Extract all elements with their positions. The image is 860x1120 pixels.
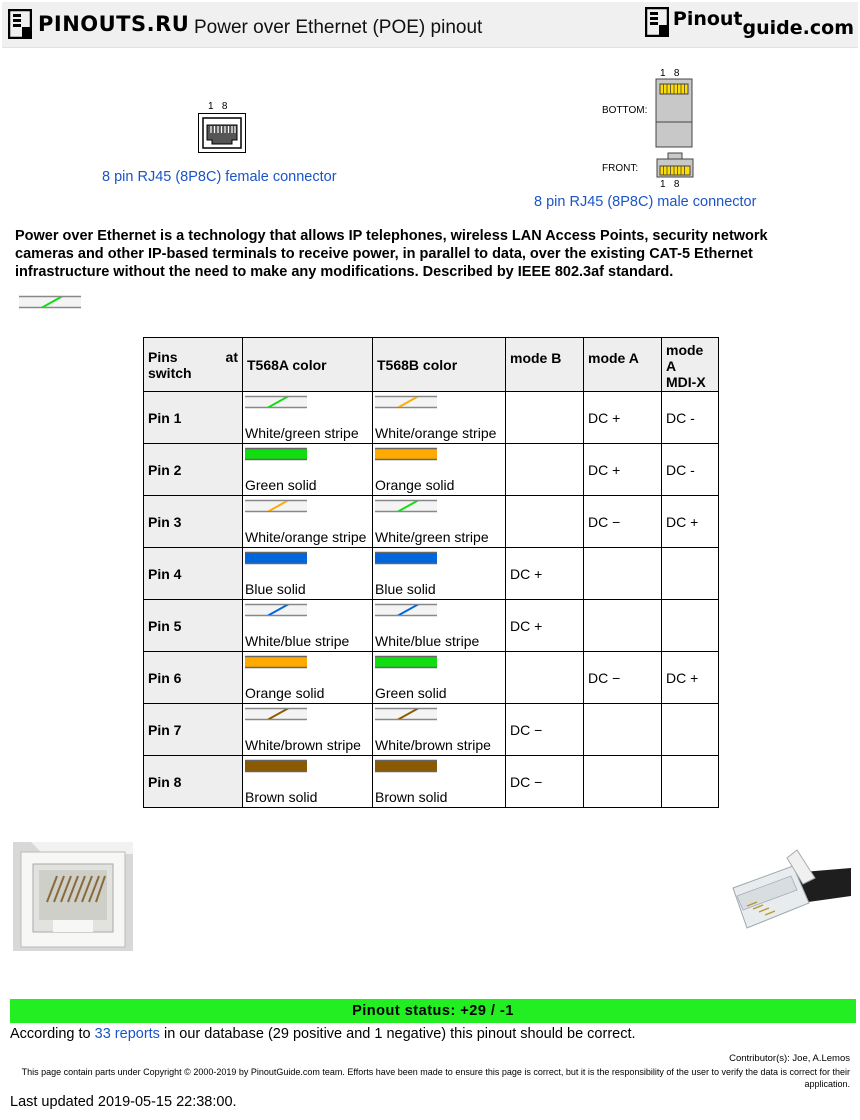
logo-text-pinout: Pinout	[672, 8, 743, 30]
orange-solid-swatch	[245, 655, 307, 669]
header-pins	[144, 338, 243, 392]
green-solid-swatch	[245, 447, 307, 461]
header-t568a: T568A color	[243, 338, 373, 392]
male-connector-link[interactable]: 8 pin RJ45 (8P8C) male connector	[534, 194, 757, 210]
brown-solid-swatch	[375, 759, 437, 773]
t568b-color-cell	[373, 496, 506, 548]
logo-text: PINOUTS.RU	[38, 12, 190, 36]
orange-solid-swatch	[375, 447, 437, 461]
brown-stripe-swatch	[245, 707, 307, 721]
pin-name-cell: Pin 8	[144, 756, 243, 808]
table-row	[144, 548, 719, 600]
reports-link[interactable]: 33 reports	[94, 1026, 160, 1042]
logo-text-guide: guide.com	[742, 17, 854, 39]
mdix-cell	[662, 600, 719, 652]
table-row	[144, 652, 719, 704]
wire-color-label: White/green stripe	[375, 529, 489, 545]
front-label: FRONT:	[602, 163, 639, 174]
header-mode-a: mode A	[584, 338, 662, 392]
table-row	[144, 704, 719, 756]
wire-color-label: White/orange stripe	[245, 529, 367, 545]
male-pin-numbers-bottom: 1 8	[660, 179, 680, 190]
mode-a-cell: DC −	[584, 652, 662, 704]
copyright-notice: This page contain parts under Copyright © 2000-2019 by PinoutGuide.com team. Efforts have been made to ensure this page is correct, but it is the responsibility of the user to verify the data is correct for their application.	[21, 1067, 850, 1089]
t568b-color-cell	[373, 756, 506, 808]
wire-color-label: Green solid	[245, 477, 317, 493]
wire-color-label: White/orange stripe	[375, 425, 497, 441]
wire-color-label: Blue solid	[245, 581, 306, 597]
green-stripe-swatch	[375, 499, 437, 513]
table-row	[144, 444, 719, 496]
wire-color-label: White/brown stripe	[245, 737, 361, 753]
pin-name-cell: Pin 5	[144, 600, 243, 652]
wire-color-label: White/blue stripe	[245, 633, 350, 649]
mode-a-cell: DC −	[584, 496, 662, 548]
wire-color-label: Orange solid	[375, 477, 455, 493]
brown-stripe-swatch	[375, 707, 437, 721]
last-updated: Last updated 2019-05-15 22:38:00.	[10, 1094, 237, 1110]
mode-a-cell	[584, 704, 662, 756]
mode-b-cell: DC +	[506, 600, 584, 652]
mdix-cell	[662, 756, 719, 808]
table-header-row	[144, 338, 719, 392]
connector-logo-icon	[645, 7, 669, 37]
rj45-male-bottom-diagram	[655, 78, 693, 148]
description-text: Power over Ethernet is a technology that allows IP telephones, wireless LAN Access Points, security network cameras and other IP-based terminals to receive power, in parallel to data, over the existing CAT-5 Ethernet infrastructure without the need to make any modifications. Described by IEEE 802.3af standard.	[15, 228, 768, 280]
table-row	[144, 496, 719, 548]
mode-a-cell	[584, 756, 662, 808]
table-row	[144, 756, 719, 808]
table-row	[144, 392, 719, 444]
t568b-color-cell	[373, 444, 506, 496]
site-header	[2, 2, 858, 48]
mode-b-cell: DC −	[506, 704, 584, 756]
wire-color-label: Blue solid	[375, 581, 436, 597]
pinouts-ru-logo[interactable]	[8, 9, 189, 39]
contributors: Contributor(s): Joe, A.Lemos	[729, 1053, 850, 1064]
female-pin-numbers: 1 8	[208, 101, 228, 112]
t568a-color-cell	[243, 652, 373, 704]
mode-b-cell: DC −	[506, 756, 584, 808]
header-t568b: T568B color	[373, 338, 506, 392]
brown-solid-swatch	[245, 759, 307, 773]
header-pins-label: Pins at switch	[148, 348, 238, 381]
blue-stripe-swatch	[245, 603, 307, 617]
header-mode-b: mode B	[506, 338, 584, 392]
blue-stripe-swatch	[375, 603, 437, 617]
t568a-color-cell	[243, 444, 373, 496]
pinout-table	[143, 337, 719, 808]
mdix-cell	[662, 548, 719, 600]
wire-color-label: Brown solid	[245, 789, 318, 805]
pin-name-cell: Pin 1	[144, 392, 243, 444]
pin-name-cell: Pin 2	[144, 444, 243, 496]
mdix-cell: DC +	[662, 496, 719, 548]
rj45-female-diagram	[198, 113, 246, 153]
connector-logo-icon	[8, 9, 32, 39]
reports-line	[10, 1026, 636, 1042]
t568a-color-cell	[243, 548, 373, 600]
rj45-male-front-diagram	[656, 152, 694, 178]
t568a-color-cell	[243, 392, 373, 444]
mode-a-cell: DC +	[584, 392, 662, 444]
reports-prefix: According to	[10, 1026, 91, 1042]
t568b-color-cell	[373, 704, 506, 756]
t568b-color-cell	[373, 652, 506, 704]
rj45-plug-photo	[731, 848, 851, 940]
table-row	[144, 600, 719, 652]
cable-stripe-decoration	[19, 295, 81, 309]
mode-b-cell: DC +	[506, 548, 584, 600]
wire-color-label: Brown solid	[375, 789, 448, 805]
mode-a-cell	[584, 548, 662, 600]
rj45-jack-photo	[13, 842, 133, 951]
t568b-color-cell	[373, 600, 506, 652]
mdix-cell	[662, 704, 719, 756]
wire-color-label: Green solid	[375, 685, 447, 701]
t568a-color-cell	[243, 704, 373, 756]
female-connector-link[interactable]: 8 pin RJ45 (8P8C) female connector	[102, 169, 337, 185]
mdix-cell: DC -	[662, 444, 719, 496]
mode-b-cell	[506, 496, 584, 548]
reports-suffix: in our database (29 positive and 1 negative) this pinout should be correct.	[163, 1026, 636, 1042]
orange-stripe-swatch	[375, 395, 437, 409]
bottom-label: BOTTOM:	[602, 105, 648, 116]
t568a-color-cell	[243, 756, 373, 808]
mode-b-cell	[506, 444, 584, 496]
mode-b-cell	[506, 392, 584, 444]
pin-name-cell: Pin 7	[144, 704, 243, 756]
header-mdix-label: mode A MDI-X	[666, 341, 706, 390]
male-pin-numbers-top: 1 8	[660, 68, 680, 79]
blue-solid-swatch	[375, 551, 437, 565]
wire-color-label: White/brown stripe	[375, 737, 491, 753]
t568a-color-cell	[243, 600, 373, 652]
pinoutguide-logo[interactable]	[645, 7, 854, 39]
mode-a-cell: DC +	[584, 444, 662, 496]
blue-solid-swatch	[245, 551, 307, 565]
pinout-status-bar: Pinout status: +29 / -1	[10, 999, 856, 1023]
pin-name-cell: Pin 3	[144, 496, 243, 548]
mdix-cell: DC -	[662, 392, 719, 444]
mode-a-cell	[584, 600, 662, 652]
green-stripe-swatch	[245, 395, 307, 409]
mode-b-cell	[506, 652, 584, 704]
wire-color-label: White/blue stripe	[375, 633, 480, 649]
pin-name-cell: Pin 6	[144, 652, 243, 704]
page-title: Power over Ethernet (POE) pinout	[194, 17, 483, 38]
pin-name-cell: Pin 4	[144, 548, 243, 600]
mdix-cell: DC +	[662, 652, 719, 704]
orange-stripe-swatch	[245, 499, 307, 513]
green-solid-swatch	[375, 655, 437, 669]
header-mode-a-mdix	[662, 338, 719, 392]
t568b-color-cell	[373, 548, 506, 600]
wire-color-label: White/green stripe	[245, 425, 359, 441]
wire-color-label: Orange solid	[245, 685, 325, 701]
t568a-color-cell	[243, 496, 373, 548]
t568b-color-cell	[373, 392, 506, 444]
